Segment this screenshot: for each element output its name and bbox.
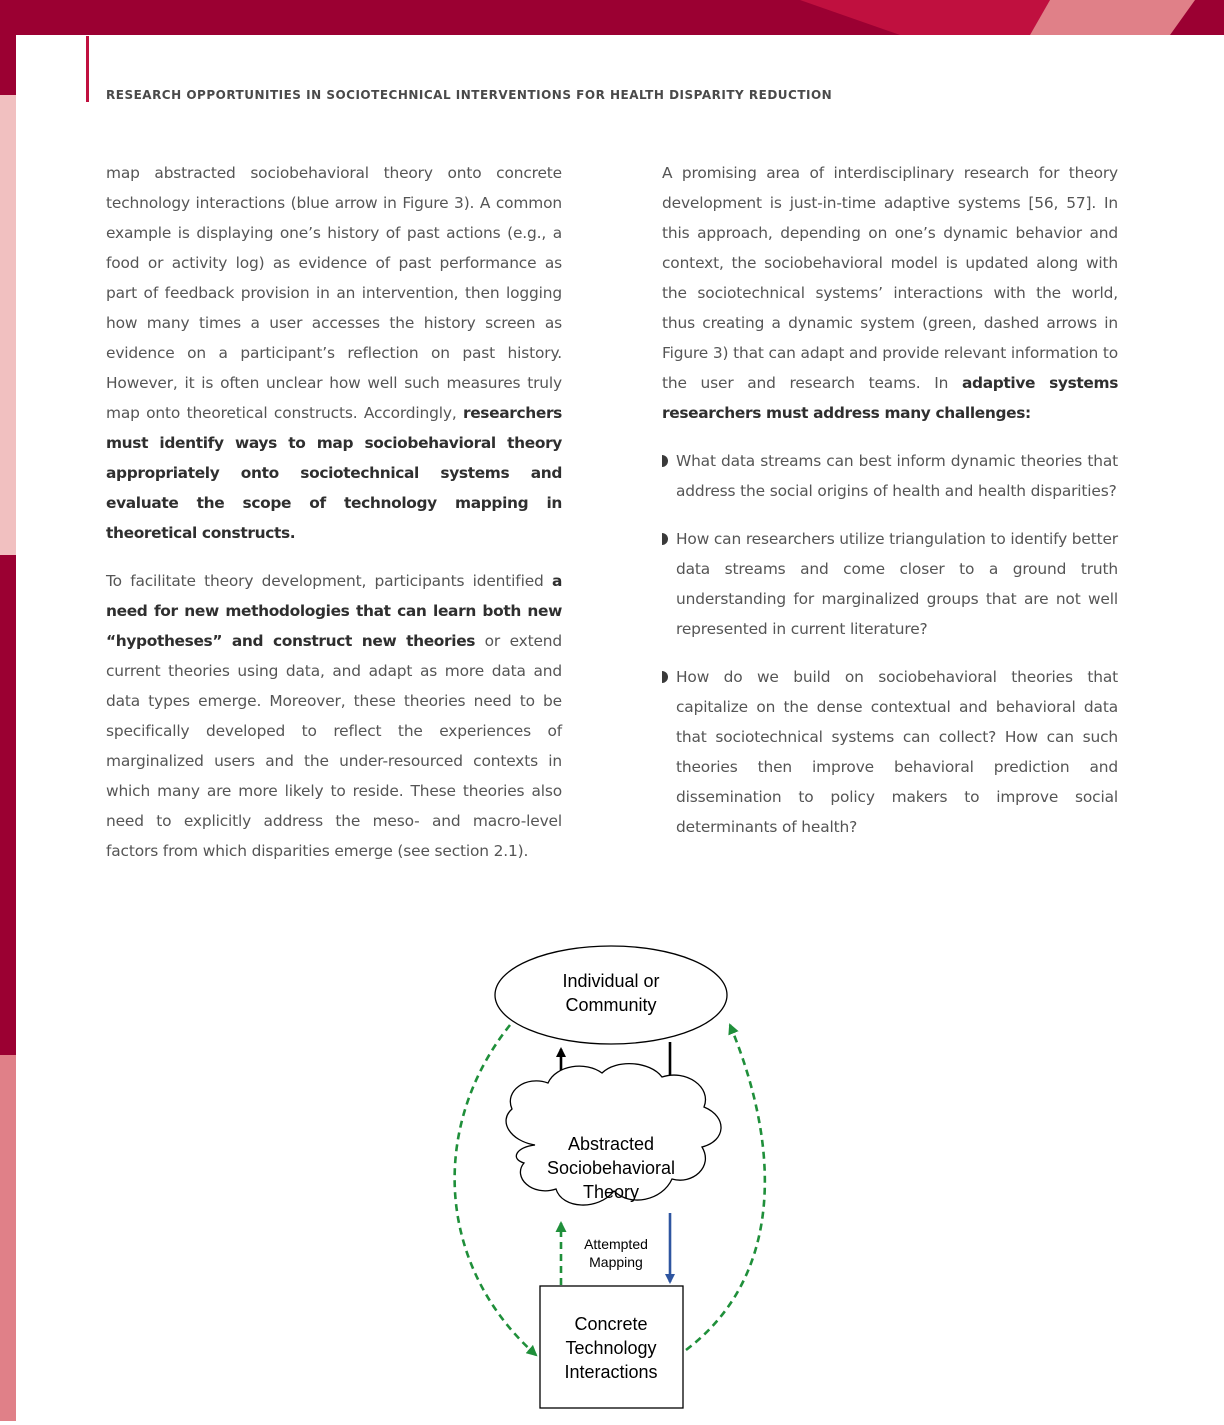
top-band-shapes [0, 0, 1224, 35]
bullet-text: How do we build on sociobehavioral theories that capitalize on the dense contextual and behavioral data that sociotechnical systems can collect? How can such theories then improve behavioral prediction and dissemination to policy makers to improve social determinants of health? [676, 668, 1118, 836]
cloud-line-2: Sociobehavioral [546, 1158, 676, 1178]
right-p1-emphasis: adaptive systems researchers must address many challenges: [662, 374, 1119, 422]
top-node-line-1: Individual or [562, 971, 660, 991]
top-node-line-2: Community [565, 995, 657, 1015]
figure-3-diagram [440, 945, 780, 1415]
bullet-item [662, 446, 1118, 506]
header-rule [86, 36, 89, 102]
bullet-marker-icon [662, 671, 668, 683]
left-p2-lead: To facilitate theory development, participants identified [106, 572, 544, 590]
adaptive-loop-right-arrow [686, 1025, 765, 1350]
adaptive-loop-left-arrow [455, 1025, 536, 1355]
left-p1-emphasis: researchers must identify ways to map sociobehavioral theory appropriately onto sociotechnical systems and evaluate the scope of technology mapping in theoretical constructs. [106, 404, 562, 542]
bullet-text: What data streams can best inform dynamic theories that address the social origins of health and health disparities? [676, 452, 1118, 500]
cloud-line-1: Abstracted [567, 1134, 655, 1154]
bottom-node-line-2: Technology [565, 1338, 657, 1358]
diagram-canvas [440, 945, 780, 1415]
right-p1-text: A promising area of interdisciplinary research for theory development is just-in-time adaptive systems [56, 57]. In this approach, depending on one’s dynamic behavior and context, the sociobehavioral model is updated along with the sociotechnical systems’ interactions with the world, thus creating a dynamic system (green, dashed arrows in Figure 3) that can adapt and provide relevant information to the user and research teams. In [662, 164, 1118, 392]
bottom-node-line-3: Interactions [564, 1362, 658, 1382]
left-p1-text: map abstracted sociobehavioral theory onto concrete technology interactions (blue arrow in Figure 3). A common example is displaying one’s history of past actions (e.g., a food or activity log) as evidence of past performance as part of feedback provision in an intervention, then logging how many times a user accesses the history screen as evidence on a participant’s reflection on past history. However, it is often unclear how well such measures truly map onto theoretical constructs. Accordingly, [106, 164, 562, 422]
mapping-label-line-2: Mapping [589, 1254, 643, 1270]
right-paragraph-1 [662, 158, 1118, 428]
bullet-marker-icon [662, 533, 668, 545]
left-decorative-band [0, 0, 16, 1421]
right-column [662, 158, 1118, 860]
left-paragraph-2 [106, 566, 562, 866]
cloud-line-3: Theory [582, 1182, 640, 1202]
left-paragraph-1 [106, 158, 562, 548]
left-column [106, 158, 562, 884]
bullet-item [662, 524, 1118, 644]
left-p2-emphasis: a need for new methodologies that can learn both new “hypotheses” and construct new theories [106, 572, 562, 650]
left-band-shapes [0, 0, 16, 1421]
bullet-item [662, 662, 1118, 842]
bullet-marker-icon [662, 455, 668, 467]
left-p2-rest: or extend current theories using data, and adapt as more data and data types emerge. Moreover, these theories need to be specifically developed to reflect the experiences of marginalized users and the under-resourced contexts in which many are more likely to reside. These theories also need to explicitly address the meso- and macro-level factors from which disparities emerge (see section 2.1). [106, 632, 563, 860]
mapping-label-line-1: Attempted [584, 1236, 648, 1252]
top-decorative-band [0, 0, 1224, 35]
running-header: RESEARCH OPPORTUNITIES IN SOCIOTECHNICAL INTERVENTIONS FOR HEALTH DISPARITY REDUCTION [106, 88, 833, 102]
bottom-node-line-1: Concrete [574, 1314, 648, 1334]
bullet-text: How can researchers utilize triangulation to identify better data streams and come closer to a ground truth understanding for marginalized groups that are not well represented in current literature? [676, 530, 1118, 638]
